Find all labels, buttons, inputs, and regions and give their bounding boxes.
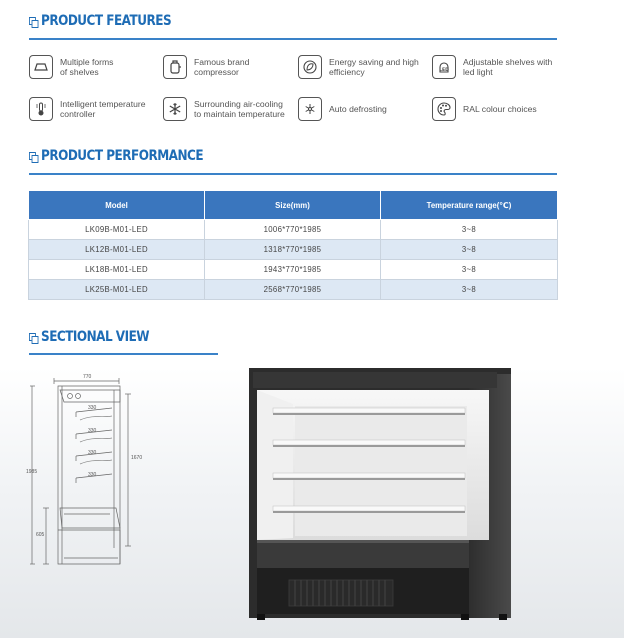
feature-item: LED Adjustable shelves with led light [432,55,552,79]
cell-model: LK18B-M01-LED [29,260,205,280]
cell-temperature: 3~8 [381,220,558,240]
cell-model: LK25B-M01-LED [29,280,205,300]
features-title: PRODUCT FEATURES [29,13,171,29]
table-row [29,260,558,280]
table-row [29,240,558,260]
cell-size: 1318*770*1985 [205,240,381,260]
cell-size: 1943*770*1985 [205,260,381,280]
cell-temperature: 3~8 [381,280,558,300]
feature-item: RAL colour choices [432,97,537,121]
feature-item: Multiple forms of shelves [29,55,113,79]
shelves-icon [29,55,53,79]
cell-temperature: 3~8 [381,260,558,280]
performance-title: PRODUCT PERFORMANCE [29,148,203,164]
svg-text:LED: LED [439,68,449,73]
header-temperature: Temperature range(℃) [381,191,558,220]
dim-shelf: 330 [88,428,97,434]
leaf-icon [298,55,322,79]
feature-item: Intelligent temperature controller [29,97,146,121]
section-title-icon [29,152,37,161]
dim-depth: 770 [83,374,92,380]
thermometer-icon [29,97,53,121]
feature-item: Energy saving and high efficiency [298,55,419,79]
cell-size: 2568*770*1985 [205,280,381,300]
performance-title-rule [29,173,557,175]
dim-inner-height: 1670 [131,455,143,461]
led-icon [432,55,456,79]
feature-item: Surrounding air-cooling to maintain temperature [163,97,285,121]
compressor-icon [163,55,187,79]
table-row [29,280,558,300]
palette-icon [432,97,456,121]
header-size: Size(mm) [205,191,381,220]
feature-item: Famous brand compressor [163,55,249,79]
defrost-icon [298,97,322,121]
cell-model: LK12B-M01-LED [29,240,205,260]
table-header-row [29,191,558,220]
header-model: Model [29,191,205,220]
sectional-title-rule [29,353,218,355]
product-image [249,368,511,630]
section-title-icon [29,333,37,342]
sectional-diagram [24,368,154,574]
dim-shelf: 330 [88,472,97,478]
table-row [29,220,558,240]
performance-table [28,190,558,300]
features-title-rule [29,38,557,40]
dim-shelf: 330 [88,450,97,456]
snowflake-fan-icon [163,97,187,121]
cell-model: LK09B-M01-LED [29,220,205,240]
feature-item: Auto defrosting [298,97,387,121]
cell-size: 1006*770*1985 [205,220,381,240]
section-title-icon [29,17,37,26]
cell-temperature: 3~8 [381,240,558,260]
dim-shelf: 330 [88,405,97,411]
sectional-title: SECTIONAL VIEW [29,329,149,345]
dim-base-height: 605 [36,532,45,538]
dim-total-height: 1985 [26,469,38,475]
